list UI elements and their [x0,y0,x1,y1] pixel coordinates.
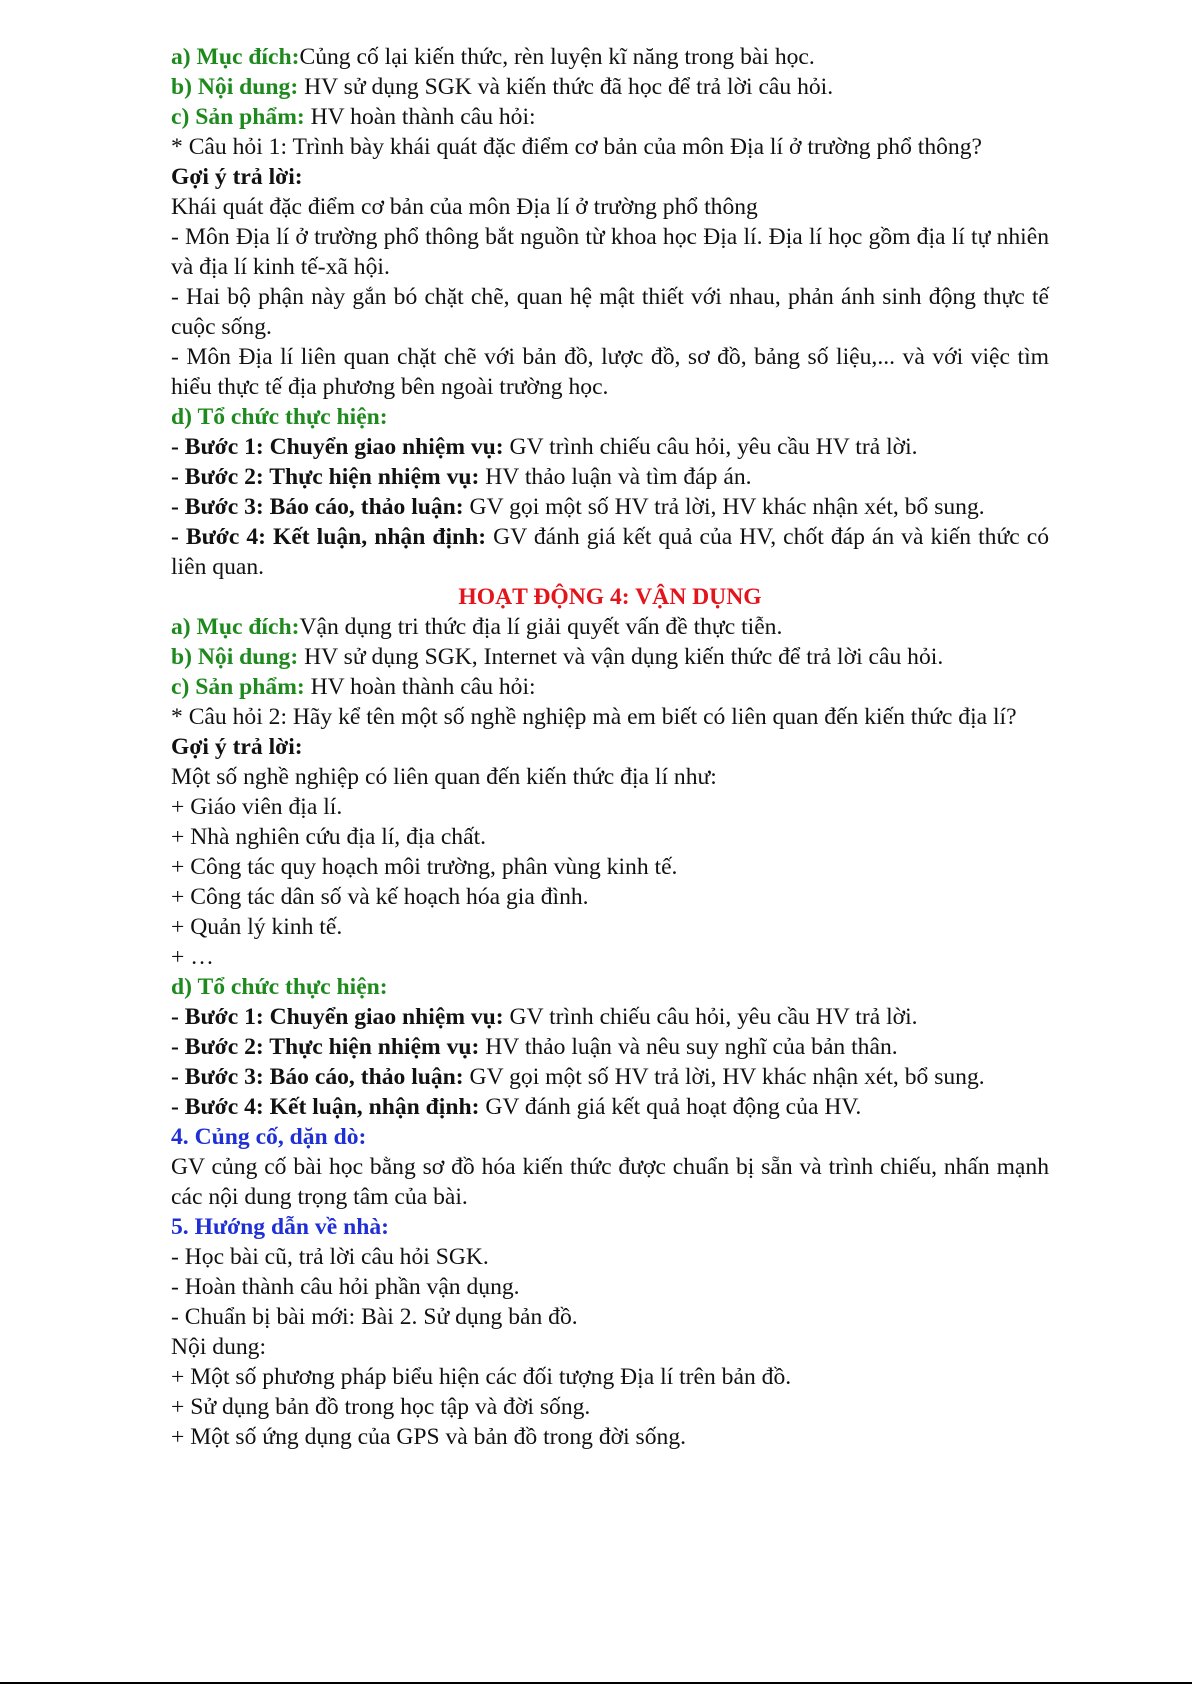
act3-step-text: HV thảo luận và tìm đáp án. [479,464,752,490]
act3-step-label: - Bước 1: Chuyển giao nhiệm vụ: [171,434,504,460]
act4-step [171,1062,1049,1092]
homework-line: Nội dung: [171,1334,267,1360]
act4-answer-line: + Quản lý kinh tế. [171,914,343,940]
act3-purpose-text: Củng cố lại kiến thức, rèn luyện kĩ năng trong bài học. [299,44,815,70]
act4-answer-line: + Giáo viên địa lí. [171,794,343,820]
act4-question: * Câu hỏi 2: Hãy kể tên một số nghề nghiệp mà em biết có liên quan đến kiến thức địa lí? [171,704,1017,730]
act4-content-label: b) Nội dung: [171,644,299,670]
act3-step-text: GV gọi một số HV trả lời, HV khác nhận xét, bổ sung. [463,494,985,520]
act4-purpose-label: a) Mục đích: [171,614,300,640]
act3-purpose [171,42,1049,72]
act3-step [171,432,1049,462]
act3-content-text: HV sử dụng SGK và kiến thức đã học để trả lời câu hỏi. [298,74,834,100]
act3-step [171,492,1049,522]
homework-line: - Học bài cũ, trả lời câu hỏi SGK. [171,1244,489,1270]
homework-line: + Một số phương pháp biểu hiện các đối tượng Địa lí trên bản đồ. [171,1364,792,1390]
act4-purpose [171,612,1049,642]
act4-answer-line: + Công tác dân số và kế hoạch hóa gia đình. [171,884,589,910]
act4-content [171,642,1049,672]
homework-line: - Hoàn thành câu hỏi phần vận dụng. [171,1274,520,1300]
act4-step-text: GV gọi một số HV trả lời, HV khác nhận xét, bổ sung. [463,1064,985,1090]
act4-product [171,672,1049,702]
act4-product-text: HV hoàn thành câu hỏi: [304,674,536,700]
homework-line: - Chuẩn bị bài mới: Bài 2. Sử dụng bản đồ. [171,1304,578,1330]
act3-org-label: d) Tổ chức thực hiện: [171,404,388,430]
act4-answer-line: + Nhà nghiên cứu địa lí, địa chất. [171,824,487,850]
act4-content-text: HV sử dụng SGK, Internet và vận dụng kiến thức để trả lời câu hỏi. [298,644,944,670]
act3-content [171,72,1049,102]
act3-step-text: GV đánh giá kết quả của HV, chốt đáp án và kiến thức có liên quan. [171,524,1049,580]
act4-step-label: - Bước 3: Báo cáo, thảo luận: [171,1064,464,1090]
act3-answer-line: - Môn Địa lí liên quan chặt chẽ với bản đồ, lược đồ, sơ đồ, bảng số liệu,... và với việc tìm hiểu thực tế địa phương bên ngoài trường học. [171,344,1049,400]
act3-content-label: b) Nội dung: [171,74,299,100]
act3-question: * Câu hỏi 1: Trình bày khái quát đặc điểm cơ bản của môn Địa lí ở trường phổ thông? [171,134,982,160]
act3-product-label: c) Sản phẩm: [171,104,305,130]
consolidate-heading: 4. Củng cố, dặn dò: [171,1124,367,1150]
act3-answer-line: Khái quát đặc điểm cơ bản của môn Địa lí ở trường phổ thông [171,194,758,220]
homework-heading: 5. Hướng dẫn về nhà: [171,1214,389,1240]
act4-step-label: - Bước 4: Kết luận, nhận định: [171,1094,480,1120]
act4-step-text: GV đánh giá kết quả hoạt động của HV. [479,1094,862,1120]
act4-answer-line: + Công tác quy hoạch môi trường, phân vùng kinh tế. [171,854,678,880]
consolidate-text: GV củng cố bài học bằng sơ đồ hóa kiến thức được chuẩn bị sẵn và trình chiếu, nhấn mạnh các nội dung trọng tâm của bài. [171,1154,1049,1210]
act4-purpose-text: Vận dụng tri thức địa lí giải quyết vấn đề thực tiễn. [299,614,783,640]
act4-heading: HOẠT ĐỘNG 4: VẬN DỤNG [458,584,762,610]
act4-hint-label: Gợi ý trả lời: [171,734,303,760]
act3-answer-line: - Môn Địa lí ở trường phổ thông bắt nguồn từ khoa học Địa lí. Địa lí học gồm địa lí tự nhiên và địa lí kinh tế-xã hội. [171,224,1049,280]
act4-product-label: c) Sản phẩm: [171,674,305,700]
act3-step-label: - Bước 2: Thực hiện nhiệm vụ: [171,464,480,490]
act3-step-label: - Bước 4: Kết luận, nhận định: [171,524,487,550]
act4-step-text: HV thảo luận và nêu suy nghĩ của bản thân. [479,1034,898,1060]
act4-step-label: - Bước 1: Chuyển giao nhiệm vụ: [171,1004,504,1030]
act4-answer-line: + … [171,944,214,970]
act4-step [171,1092,1049,1122]
act3-answer-line: - Hai bộ phận này gắn bó chặt chẽ, quan hệ mật thiết với nhau, phản ánh sinh động thực tế cuộc sống. [171,284,1049,340]
act3-product-text: HV hoàn thành câu hỏi: [304,104,536,130]
act4-answer-line: Một số nghề nghiệp có liên quan đến kiến thức địa lí như: [171,764,717,790]
act3-step [171,462,1049,492]
page-bottom-rule [0,1682,1192,1684]
act3-purpose-label: a) Mục đích: [171,44,300,70]
act3-step-text: GV trình chiếu câu hỏi, yêu cầu HV trả lời. [503,434,918,460]
act4-org-label: d) Tổ chức thực hiện: [171,974,388,1000]
act3-product [171,102,1049,132]
homework-line: + Sử dụng bản đồ trong học tập và đời sống. [171,1394,591,1420]
act4-step-label: - Bước 2: Thực hiện nhiệm vụ: [171,1034,480,1060]
act4-step-text: GV trình chiếu câu hỏi, yêu cầu HV trả lời. [503,1004,918,1030]
act4-step [171,1032,1049,1062]
act3-step-label: - Bước 3: Báo cáo, thảo luận: [171,494,464,520]
homework-line: + Một số ứng dụng của GPS và bản đồ trong đời sống. [171,1424,687,1450]
act4-step [171,1002,1049,1032]
document-page [171,42,1049,1452]
act3-hint-label: Gợi ý trả lời: [171,164,303,190]
act3-step [171,522,1049,582]
